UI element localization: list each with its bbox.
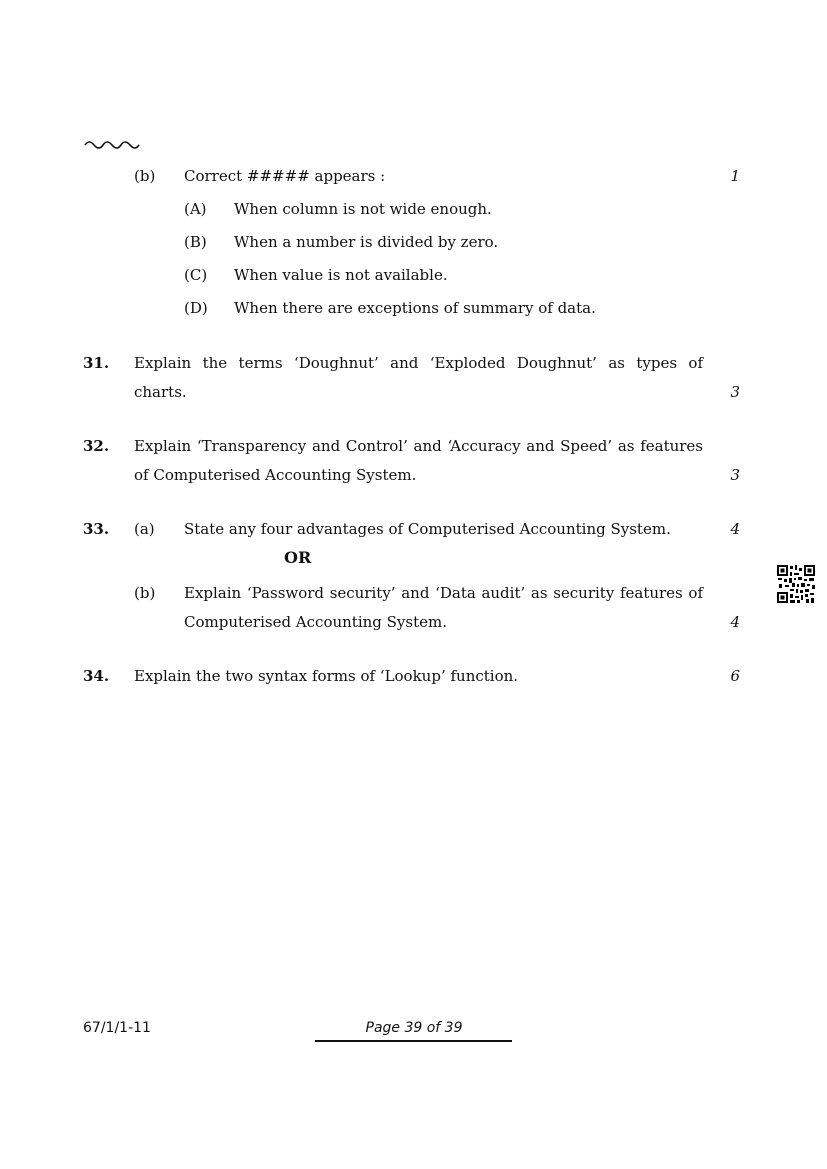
footer-divider: [315, 1040, 512, 1042]
q34-marks: 6: [730, 667, 740, 685]
or-separator: OR: [284, 548, 312, 567]
q33b-label: (b): [134, 584, 156, 602]
q33-number: 33.: [83, 520, 110, 538]
q33b-line2: Computerised Accounting System.: [184, 613, 447, 631]
paper-code: 67/1/1-11: [83, 1020, 151, 1036]
q31-number: 31.: [83, 354, 110, 372]
q31-marks: 3: [730, 383, 740, 401]
continuation-wave-icon: [84, 138, 142, 152]
q33a-label: (a): [134, 520, 155, 538]
option-text: When column is not wide enough.: [234, 200, 492, 218]
option-key: (D): [184, 299, 208, 317]
option-text: When value is not available.: [234, 266, 448, 284]
q32-number: 32.: [83, 437, 110, 455]
option-key: (C): [184, 266, 208, 284]
q30b-label: (b): [134, 167, 156, 185]
option-key: (A): [184, 200, 207, 218]
q31-line2: charts.: [134, 383, 187, 401]
option-key: (B): [184, 233, 207, 251]
q33a-text: State any four advantages of Computerised Accounting System.: [184, 520, 671, 538]
q34-text: Explain the two syntax forms of ‘Lookup’ function.: [134, 667, 519, 685]
qr-code-icon: [777, 565, 815, 603]
q30b-question: Correct ##### appears :: [184, 167, 386, 185]
option-text: When there are exceptions of summary of data.: [234, 299, 596, 317]
q34-number: 34.: [83, 667, 110, 685]
q30b-marks: 1: [730, 167, 740, 185]
q32-line2: of Computerised Accounting System.: [134, 466, 417, 484]
page-number: Page 39 of 39: [365, 1020, 463, 1036]
q32-marks: 3: [730, 466, 740, 484]
q32-line1: Explain ‘Transparency and Control’ and ‘Accuracy and Speed’ as features: [134, 437, 703, 455]
q33b-line1: Explain ‘Password security’ and ‘Data audit’ as security features of: [184, 584, 703, 602]
option-text: When a number is divided by zero.: [234, 233, 499, 251]
q33a-marks: 4: [730, 520, 740, 538]
q33b-marks: 4: [730, 613, 740, 631]
q31-line1: Explain the terms ‘Doughnut’ and ‘Exploded Doughnut’ as types of: [134, 354, 703, 372]
